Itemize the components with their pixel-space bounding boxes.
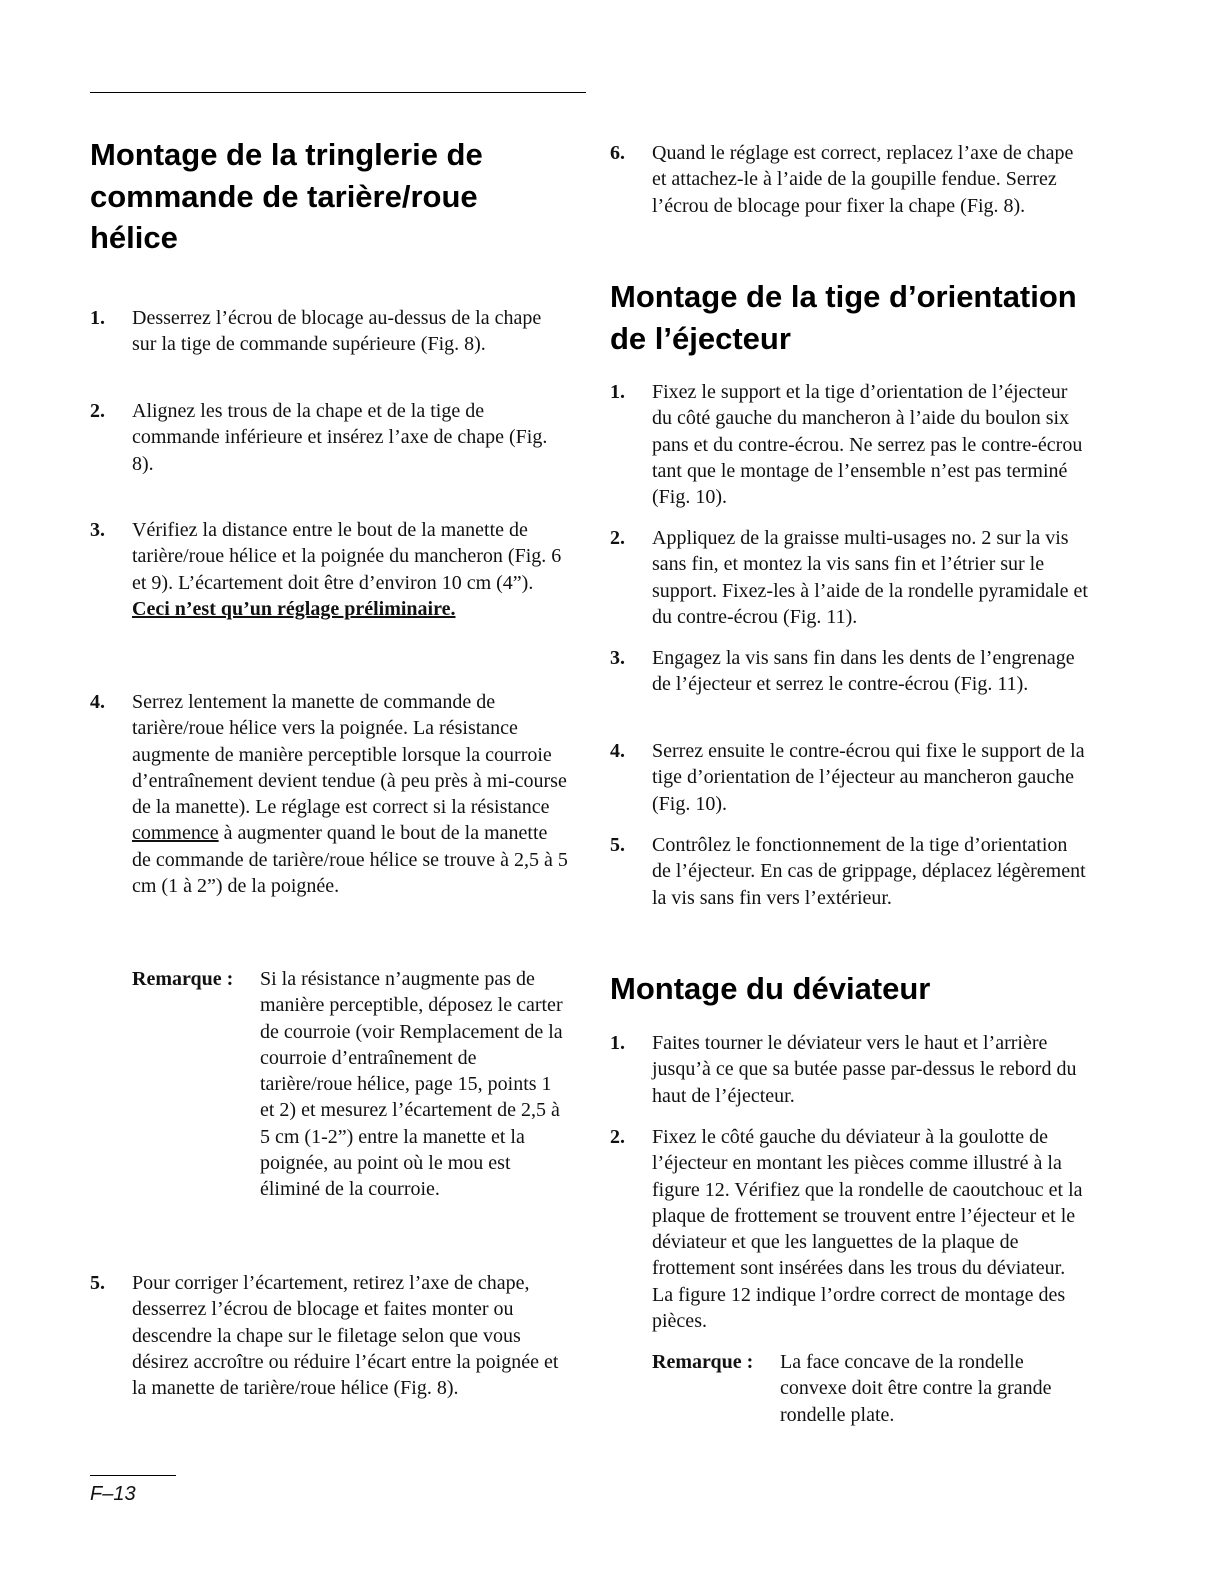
- step-number: 3.: [610, 647, 625, 669]
- emphasis-text: Ceci n’est qu’un réglage préliminaire.: [132, 597, 456, 620]
- step-2: [610, 525, 1090, 630]
- page-number: F–13: [90, 1483, 136, 1505]
- note-text: La face concave de la rondelle convexe doit être contre la grande rondelle plate.: [780, 1351, 1052, 1426]
- step-text: Fixez le côté gauche du déviateur à la goulotte de l’éjecteur en montant les pièces comme illustré à la figure 12. Vérifiez que la rondelle de caoutchouc et la plaque de frottement se trouvent entre l’éjecteur et le déviateur et que les languettes de la plaque de frottement sont insérées dans les trous du déviateur. La figure 12 indique l’ordre correct de montage des pièces.: [652, 1126, 1083, 1333]
- note-label: Remarque :: [132, 968, 234, 990]
- top-rule: [90, 92, 586, 93]
- note-remarque: [132, 966, 570, 1203]
- step-text: Fixez le support et la tige d’orientation de l’éjecteur du côté gauche du mancheron à l’aide du boulon six pans et du contre-écrou. Ne serrez pas le contre-écrou tant que le montage de l’ensemble n’est pas terminé (Fig. 10).: [652, 381, 1083, 509]
- step-text-part: Serrez lentement la manette de commande de tarière/roue hélice vers la poignée. La résistance augmente de manière perceptible lorsque la courroie d’entraînement devient tendue (à peu près à mi-course de la manette). Le réglage est correct si la résistance: [132, 691, 567, 819]
- step-5: [90, 1270, 570, 1401]
- footer-rule: [90, 1475, 176, 1476]
- step-text: Faites tourner le déviateur vers le haut et l’arrière jusqu’à ce que sa butée passe par-dessus le rebord du haut de l’éjecteur.: [652, 1032, 1077, 1107]
- step-4: [610, 738, 1090, 817]
- underlined-word: commence: [132, 822, 219, 845]
- step-number: 2.: [610, 1126, 625, 1148]
- section-heading-deviateur: Montage du déviateur: [610, 971, 931, 1006]
- step-number: 1.: [610, 381, 625, 403]
- step-6: [610, 140, 1090, 219]
- step-text: [132, 689, 570, 899]
- step-3: [610, 645, 1090, 698]
- step-text: Serrez ensuite le contre-écrou qui fixe le support de la tige d’orientation de l’éjecteur au mancheron gauche (Fig. 10).: [652, 740, 1085, 815]
- step-number: 4.: [90, 691, 105, 713]
- step-3: [90, 517, 570, 622]
- note-remarque: [652, 1349, 1090, 1428]
- step-number: 1.: [610, 1032, 625, 1054]
- step-1: [610, 379, 1090, 510]
- section-heading-tige-orientation: Montage de la tige d’orientation de l’éjecteur: [610, 279, 1077, 356]
- step-number: 3.: [90, 519, 105, 541]
- step-2: [90, 398, 570, 477]
- step-text-part: Vérifiez la distance entre le bout de la manette de tarière/roue hélice et la poignée du mancheron (Fig. 6 et 9). L’écartement doit être d’environ 10 cm (4”).: [132, 519, 562, 594]
- step-1: [610, 1030, 1090, 1109]
- step-2: [610, 1124, 1090, 1334]
- step-text: Quand le réglage est correct, replacez l’axe de chape et attachez-le à l’aide de la goupille fendue. Serrez l’écrou de blocage pour fixer la chape (Fig. 8).: [652, 142, 1074, 217]
- step-text-part: à augmenter quand le bout de la manette de commande de tarière/roue hélice se trouve à 2,5 à 5 cm (1 à 2”) de la poignée.: [132, 822, 568, 898]
- step-4: [90, 689, 570, 899]
- step-text: Pour corriger l’écartement, retirez l’axe de chape, desserrez l’écrou de blocage et faites monter ou descendre la chape sur le filetage selon que vous désirez accroître ou réduire l’écart entre la poignée et la manette de tarière/roue hélice (Fig. 8).: [132, 1272, 559, 1400]
- note-label: Remarque :: [652, 1351, 754, 1373]
- step-text: Contrôlez le fonctionnement de la tige d’orientation de l’éjecteur. En cas de grippage, déplacez légèrement la vis sans fin vers l’extérieur.: [652, 834, 1086, 909]
- step-number: 2.: [90, 400, 105, 422]
- step-number: 2.: [610, 527, 625, 549]
- note-text: Si la résistance n’augmente pas de manière perceptible, déposez le carter de courroie (voir Remplacement de la courroie d’entraînement de tarière/roue hélice, page 15, points 1 et 2) et mesurez l’écartement de 2,5 à 5 cm (1-2”) entre la manette et la poignée, au point où le mou est éliminé de la courroie.: [260, 968, 563, 1201]
- step-5: [610, 832, 1090, 911]
- step-number: 4.: [610, 740, 625, 762]
- step-text: [132, 517, 570, 622]
- step-number: 5.: [90, 1272, 105, 1294]
- step-text: Alignez les trous de la chape et de la tige de commande inférieure et insérez l’axe de chape (Fig. 8).: [132, 400, 548, 475]
- section-heading-tringlerie: Montage de la tringlerie de commande de tarière/roue hélice: [90, 137, 483, 255]
- step-text: Engagez la vis sans fin dans les dents de l’engrenage de l’éjecteur et serrez le contre-écrou (Fig. 11).: [652, 647, 1075, 696]
- step-text: Desserrez l’écrou de blocage au-dessus de la chape sur la tige de commande supérieure (Fig. 8).: [132, 307, 542, 356]
- step-number: 6.: [610, 142, 625, 164]
- step-text: Appliquez de la graisse multi-usages no. 2 sur la vis sans fin, et montez la vis sans fin et l’étrier sur le support. Fixez-les à l’aide de la rondelle pyramidale et du contre-écrou (Fig. 11).: [652, 527, 1088, 628]
- step-number: 5.: [610, 834, 625, 856]
- step-1: [90, 305, 570, 358]
- step-number: 1.: [90, 307, 105, 329]
